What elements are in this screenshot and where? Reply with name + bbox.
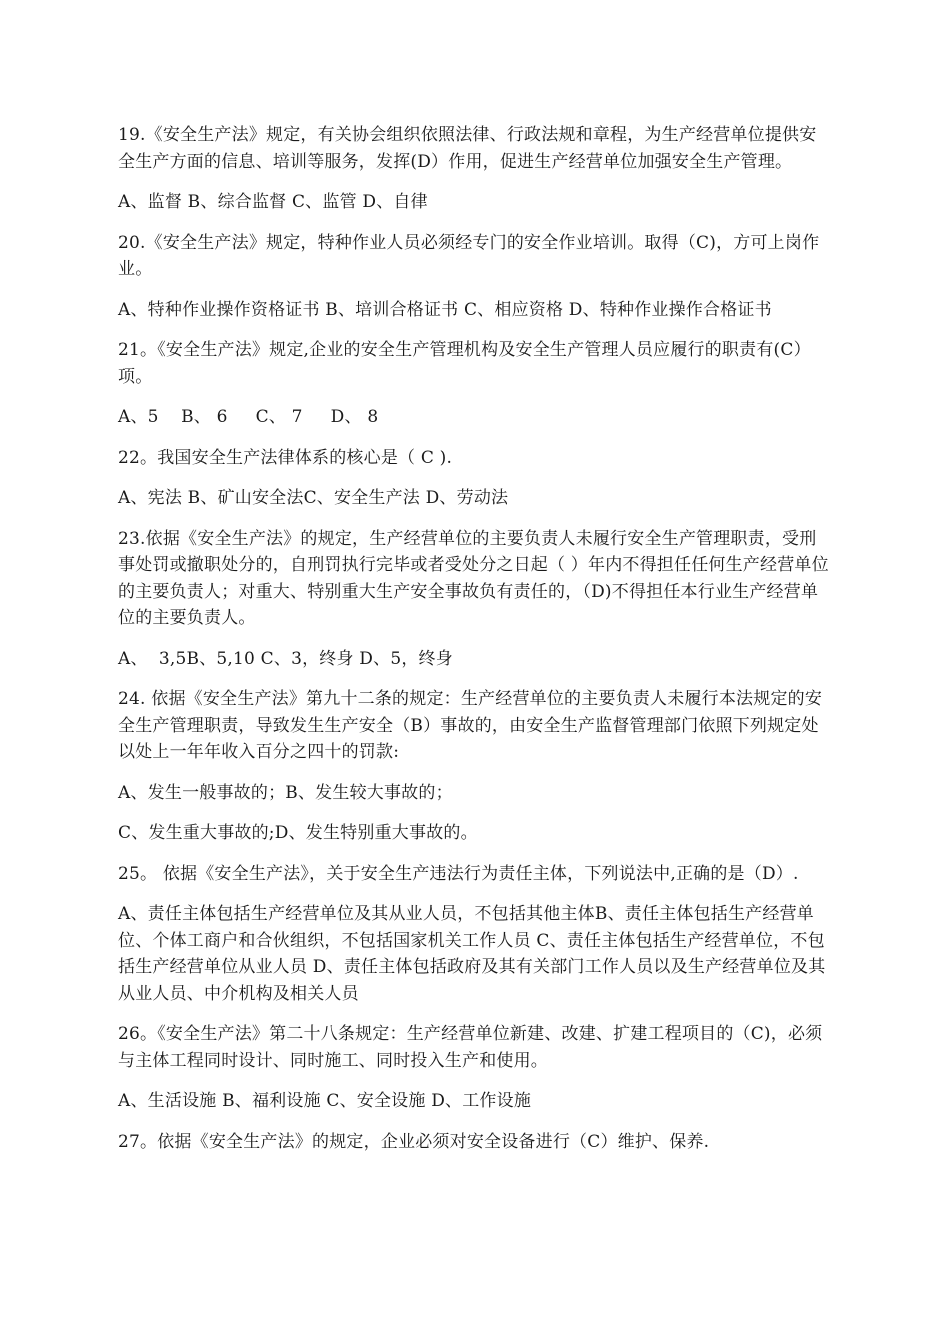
answer-options-20: A、特种作业操作资格证书 B、培训合格证书 C、相应资格 D、特种作业操作合格证书 [118,299,772,320]
question-19: 19.《安全生产法》规定，有关协会组织依照法律、行政法规和章程，为生产经营单位提供安全生产方面的信息、培训等服务，发挥(D）作用，促进生产经营单位加强安全生产管理。 [118,125,817,172]
answer-options-26: A、生活设施 B、福利设施 C、安全设施 D、工作设施 [118,1091,532,1111]
question-27: 27。依据《安全生产法》的规定，企业必须对安全设备进行（C）维护、保养. [118,1131,710,1152]
question-26: 26。《安全生产法》第二十八条规定：生产经营单位新建、改建、扩建工程项目的（C)，必须与主体工程同时设计、同时施工、同时投入生产和使用。 [118,1024,823,1071]
answer-options-22: A、宪法 B、矿山安全法C、安全生产法 D、劳动法 [118,488,509,508]
question-21: 21。《安全生产法》规定,企业的安全生产管理机构及安全生产管理人员应履行的职责有(C）项。 [118,340,811,387]
answer-options-23: A、 3,5B、5,10 C、3，终身 D、5，终身 [118,648,453,669]
question-25: 25。 依据《安全生产法》，关于安全生产违法行为责任主体，下列说法中,正确的是（D）. [118,863,799,884]
answer-options-19: A、监督 B、综合监督 C、监管 D、自律 [118,192,428,212]
answer-options-25: A、责任主体包括生产经营单位及其从业人员，不包括其他主体B、责任主体包括生产经营单位、个体工商户和合伙组织，不包括国家机关工作人员 C、责任主体包括生产经营单位，不包括生产经营单位从业人员 D、责任主体包括政府及其有关部门工作人员以及生产经营单位及其从业人员、中介机构及相关人员 [118,904,826,1004]
answer-options-24-c-d: C、发生重大事故的;D、发生特别重大事故的。 [118,823,478,843]
answer-options-24-a-b: A、发生一般事故的；B、发生较大事故的； [118,782,453,803]
document-body [118,122,830,1169]
question-23: 23.依据《安全生产法》的规定，生产经营单位的主要负责人未履行安全生产管理职责，受刑事处罚或撤职处分的，自刑罚执行完毕或者受处分之日起（ ）年内不得担任任何生产经营单位的主要负责人；对重大、特别重大生产安全事故负有责任的，（D)不得担任本行业生产经营单位的主要负责人。 [118,528,829,628]
answer-options-21: A、5 B、 6 C、 7 D、 8 [118,407,379,427]
question-24: 24. 依据《安全生产法》第九十二条的规定：生产经营单位的主要负责人未履行本法规定的安全生产管理职责，导致发生生产安全（B）事故的，由安全生产监督管理部门依照下列规定处以处上一年年收入百分之四十的罚款: [118,689,823,762]
question-20: 20.《安全生产法》规定，特种作业人员必须经专门的安全作业培训。取得（C)，方可上岗作业。 [118,232,820,279]
question-22: 22。我国安全生产法律体系的核心是（ C ). [118,447,453,468]
